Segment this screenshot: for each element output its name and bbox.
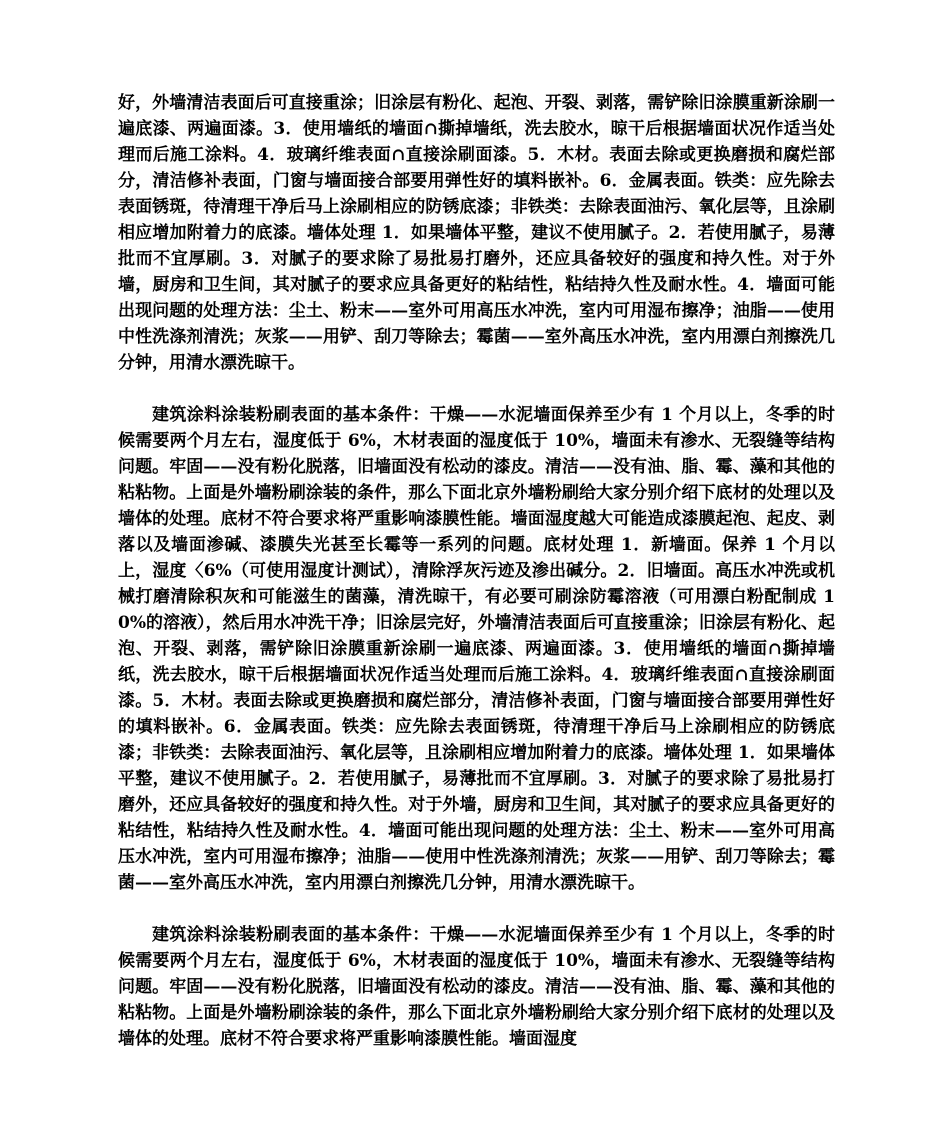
document-body — [118, 90, 835, 1052]
paragraph-2: 建筑涂料涂装粉刷表面的基本条件：干燥——水泥墙面保养至少有 1 个月以上，冬季的时候需要两个月左右，湿度低于 6%，木材表面的湿度低于 10%，墙面未有渗水、无裂缝等结构问题。牢固——没有粉化脱落，旧墙面没有松动的漆皮。清洁——没有油、脂、霉、藻和其他的粘粘物。上面是外墙粉刷涂装的条件，那么下面北京外墙粉刷给大家分别介绍下底材的处理以及墙体的处理。底材不符合要求将严重影响漆膜性能。墙面湿度越大可能造成漆膜起泡、起皮、剥落以及墙面渗碱、漆膜失光甚至长霉等一系列的问题。底材处理 1．新墙面。保养 1 个月以上，湿度〈6%（可使用湿度计测试），清除浮灰污迹及渗出碱分。2．旧墙面。高压水冲洗或机械打磨清除积灰和可能滋生的菌藻，清洗晾干，有必要可刷涂防霉溶液（可用漂白粉配制成 10%的溶液），然后用水冲洗干净；旧涂层完好，外墙清洁表面后可直接重涂；旧涂层有粉化、起泡、开裂、剥落，需铲除旧涂膜重新涂刷一遍底漆、两遍面漆。3．使用墙纸的墙面∩撕掉墙纸，洗去胶水，晾干后根据墙面状况作适当处理而后施工涂料。4．玻璃纤维表面∩直接涂刷面漆。5．木材。表面去除或更换磨损和腐烂部分，清洁修补表面，门窗与墙面接合部要用弹性好的填料嵌补。6．金属表面。铁类：应先除去表面锈斑，待清理干净后马上涂刷相应的防锈底漆；非铁类：去除表面油污、氧化层等，且涂刷相应增加附着力的底漆。墙体处理 1．如果墙体平整，建议不使用腻子。2．若使用腻子，易薄批而不宜厚刷。3．对腻子的要求除了易批易打磨外，还应具备较好的强度和持久性。对于外墙，厨房和卫生间，其对腻子的要求应具备更好的粘结性，粘结持久性及耐水性。4．墙面可能出现问题的处理方法：尘土、粉末——室外可用高压水冲洗，室内可用湿布擦净；油脂——使用中性洗涤剂清洗；灰浆——用铲、刮刀等除去；霉菌——室外高压水冲洗，室内用漂白剂擦洗几分钟，用清水漂洗晾干。 — [118, 405, 835, 893]
paragraph-1: 好，外墙清洁表面后可直接重涂；旧涂层有粉化、起泡、开裂、剥落，需铲除旧涂膜重新涂刷一遍底漆、两遍面漆。3．使用墙纸的墙面∩撕掉墙纸，洗去胶水，晾干后根据墙面状况作适当处理而后施工涂料。4．玻璃纤维表面∩直接涂刷面漆。5．木材。表面去除或更换磨损和腐烂部分，清洁修补表面，门窗与墙面接合部要用弹性好的填料嵌补。6．金属表面。铁类：应先除去表面锈斑，待清理干净后马上涂刷相应的防锈底漆；非铁类：去除表面油污、氧化层等，且涂刷相应增加附着力的底漆。墙体处理 1．如果墙体平整，建议不使用腻子。2．若使用腻子，易薄批而不宜厚刷。3．对腻子的要求除了易批易打磨外，还应具备较好的强度和持久性。对于外墙，厨房和卫生间，其对腻子的要求应具备更好的粘结性，粘结持久性及耐水性。4．墙面可能出现问题的处理方法：尘土、粉末——室外可用高压水冲洗，室内可用湿布擦净；油脂——使用中性洗涤剂清洗；灰浆——用铲、刮刀等除去；霉菌——室外高压水冲洗，室内用漂白剂擦洗几分钟，用清水漂洗晾干。 — [118, 93, 835, 373]
paragraph-3: 建筑涂料涂装粉刷表面的基本条件：干燥——水泥墙面保养至少有 1 个月以上，冬季的时候需要两个月左右，湿度低于 6%，木材表面的湿度低于 10%，墙面未有渗水、无裂缝等结构问题。牢固——没有粉化脱落，旧墙面没有松动的漆皮。清洁——没有油、脂、霉、藻和其他的粘粘物。上面是外墙粉刷涂装的条件，那么下面北京外墙粉刷给大家分别介绍下底材的处理以及墙体的处理。底材不符合要求将严重影响漆膜性能。墙面湿度 — [118, 925, 835, 1049]
